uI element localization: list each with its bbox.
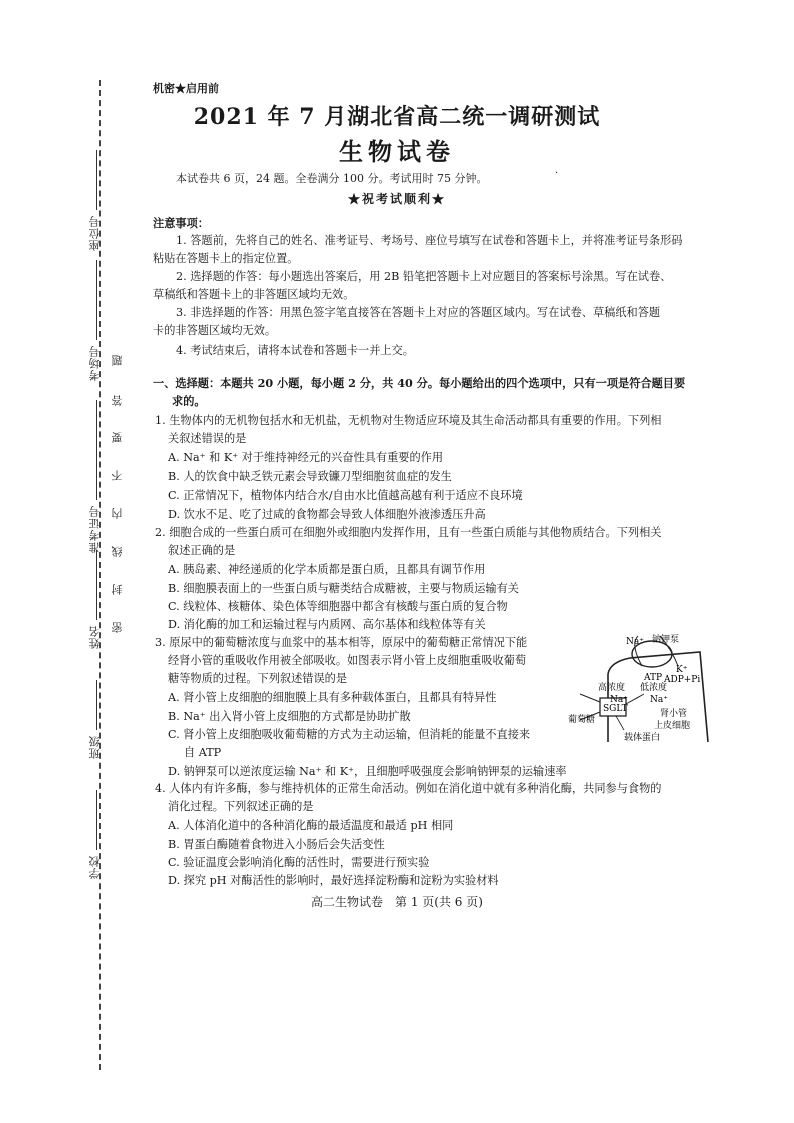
seal-char: 不 xyxy=(111,470,124,481)
fig-sglt-label: SGLT xyxy=(603,704,628,714)
q4-option-c: C. 验证温度会影响消化酶的活性时，需要进行预实验 xyxy=(168,856,430,869)
notice-line: 粘贴在答题卡上的指定位置。 xyxy=(153,252,299,265)
page-footer: 高二生物试卷 第 1 页(共 6 页) xyxy=(311,895,483,909)
q4-option-b: B. 胃蛋白酶随着食物进入小肠后会失活变性 xyxy=(168,838,385,851)
seal-char: 密 xyxy=(111,622,124,633)
fig-atp-label: ATP xyxy=(644,673,663,683)
fig-na-left: Na⁺ xyxy=(610,695,628,705)
q1-option-a: A. Na⁺ 和 K⁺ 对于维持神经元的兴奋性具有重要的作用 xyxy=(168,451,444,464)
secret-label: 机密★启用前 xyxy=(153,82,219,95)
stray-dot: · xyxy=(555,168,559,179)
q4-stem-cont: 消化过程。下列叙述正确的是 xyxy=(168,800,314,813)
margin-label-room: 考场号 xyxy=(88,345,101,381)
q3-option-c-cont: 自 ATP xyxy=(184,746,222,759)
notice-line: 4. 考试结束后，请将本试卷和答题卡一并上交。 xyxy=(176,344,414,357)
q2-stem: 2. 细胞合成的一些蛋白质可在细胞外或细胞内发挥作用，且有一些蛋白质能与其他物质结合。下列相关 xyxy=(155,526,662,539)
margin-label-name: 姓名 xyxy=(88,625,101,649)
margin-fill-room xyxy=(96,260,97,340)
kidney-transport-figure xyxy=(560,632,720,748)
q4-option-a: A. 人体消化道中的各种消化酶的最适温度和最适 pH 相同 xyxy=(168,819,454,832)
na-exit-arrow xyxy=(626,694,644,704)
notice-line: 2. 选择题的作答：每小题选出答案后，用 2B 铅笔把答题卡上对应题目的答案标号涂黑。写在试卷、 xyxy=(176,270,672,283)
fig-high-conc: 高浓度 xyxy=(598,683,626,693)
seal-char: 要 xyxy=(111,432,124,443)
fig-carrier-label: 载体蛋白 xyxy=(624,733,661,743)
blessing-banner: ★祝考试顺利★ xyxy=(347,192,446,206)
page-subtitle: 生物试卷 xyxy=(339,137,455,166)
margin-fill-school xyxy=(96,790,97,850)
page-title: 2021 年 7 月湖北省高二统一调研测试 xyxy=(193,104,601,130)
q1-option-c: C. 正常情况下，植物体内结合水/自由水比值越高越有利于适应不良环境 xyxy=(168,489,523,502)
q4-stem: 4. 人体内有许多酶，参与维持机体的正常生命活动。例如在消化道中就有多种消化酶，共同参与食物的 xyxy=(155,782,662,795)
margin-label-class: 班级 xyxy=(88,735,101,759)
seal-char: 内 xyxy=(111,508,124,519)
section-heading: 一、选择题：本题共 20 小题，每小题 2 分，共 40 分。每小题给出的四个选项中，只有一项是符合题目要 xyxy=(153,376,686,390)
fig-cell-label-1: 肾小管 xyxy=(660,709,688,719)
na-entry-arrow xyxy=(580,694,600,702)
q3-option-a: A. 肾小管上皮细胞的细胞膜上具有多种载体蛋白，且都具有特异性 xyxy=(168,691,497,704)
fig-pump-label: 钠钾泵 xyxy=(652,635,680,645)
margin-label-ticket: 准考证号 xyxy=(88,505,101,553)
fig-glucose-label: 葡萄糖 xyxy=(568,715,596,725)
q2-option-c: C. 线粒体、核糖体、染色体等细胞器中都含有核酸与蛋白质的复合物 xyxy=(168,600,508,613)
notice-heading: 注意事项： xyxy=(153,216,209,230)
notice-line: 卡的非答题区域均无效。 xyxy=(153,324,277,337)
margin-label-seat: 座位号 xyxy=(88,215,101,251)
fig-cell-label-2: 上皮细胞 xyxy=(654,721,691,731)
margin-label-school: 学校 xyxy=(88,855,101,879)
q2-option-b: B. 细胞膜表面上的一些蛋白质与糖类结合成糖被，主要与物质运输有关 xyxy=(168,582,519,595)
exam-info: 本试卷共 6 页，24 题。全卷满分 100 分。考试用时 75 分钟。 xyxy=(176,172,488,185)
fig-adp-label: ADP+Pi xyxy=(664,675,701,685)
fig-low-conc: 低浓度 xyxy=(640,683,668,693)
seal-char: 答 xyxy=(111,395,124,406)
q3-stem-cont: 经肾小管的重吸收作用被全部吸收。如图表示肾小管上皮细胞重吸收葡萄 xyxy=(168,654,527,667)
q2-stem-cont: 叙述正确的是 xyxy=(168,544,236,557)
q1-option-b: B. 人的饮食中缺乏铁元素会导致镰刀型细胞贫血症的发生 xyxy=(168,470,452,483)
carrier-pointer xyxy=(616,716,624,730)
q2-option-a: A. 胰岛素、神经递质的化学本质都是蛋白质，且都具有调节作用 xyxy=(168,563,486,576)
section-heading-cont: 求的。 xyxy=(172,394,206,408)
notice-line: 1. 答题前，先将自己的姓名、准考证号、考场号、座位号填写在试卷和答题卡上，并将准考证号条形码 xyxy=(176,234,683,247)
q3-option-c: C. 肾小管上皮细胞吸收葡萄糖的方式为主动运输，但消耗的能量不直接来 xyxy=(168,728,531,741)
seal-char: 封 xyxy=(111,584,124,595)
q1-stem: 1. 生物体内的无机物包括水和无机盐，无机物对生物适应环境及其生命活动都具有重要的作用。下列相 xyxy=(155,414,662,427)
fig-na-right: Na⁺ xyxy=(650,695,668,705)
q3-option-d: D. 钠钾泵可以逆浓度运输 Na⁺ 和 K⁺，且细胞呼吸强度会影响钠钾泵的运输速率 xyxy=(168,765,567,778)
q3-stem-cont2: 糖等物质的过程。下列叙述错误的是 xyxy=(168,672,348,685)
fig-k-label: K⁺ xyxy=(676,665,688,675)
seal-char: 线 xyxy=(111,546,124,557)
margin-fill-name xyxy=(96,550,97,620)
q1-option-d: D. 饮水不足、吃了过咸的食物都会导致人体细胞外液渗透压升高 xyxy=(168,508,486,521)
notice-line: 草稿纸和答题卡上的非答题区域均无效。 xyxy=(153,288,355,301)
fig-na-top: Na⁺ xyxy=(626,637,644,647)
margin-fill-ticket xyxy=(96,400,97,500)
seal-char: 题 xyxy=(111,355,124,366)
q4-option-d: D. 探究 pH 对酶活性的影响时，最好选择淀粉酶和淀粉为实验材料 xyxy=(168,874,499,887)
q3-stem: 3. 原尿中的葡萄糖浓度与血浆中的基本相等，原尿中的葡萄糖正常情况下能 xyxy=(155,636,528,649)
margin-fill-class xyxy=(96,680,97,730)
notice-line: 3. 非选择题的作答：用黑色签字笔直接答在答题卡上对应的答题区域内。写在试卷、草稿纸和答题 xyxy=(176,306,661,319)
q3-option-b: B. Na⁺ 出入肾小管上皮细胞的方式都是协助扩散 xyxy=(168,710,411,723)
q1-stem-cont: 关叙述错误的是 xyxy=(168,432,247,445)
q2-option-d: D. 消化酶的加工和运输过程与内质网、高尔基体和线粒体等有关 xyxy=(168,618,486,631)
